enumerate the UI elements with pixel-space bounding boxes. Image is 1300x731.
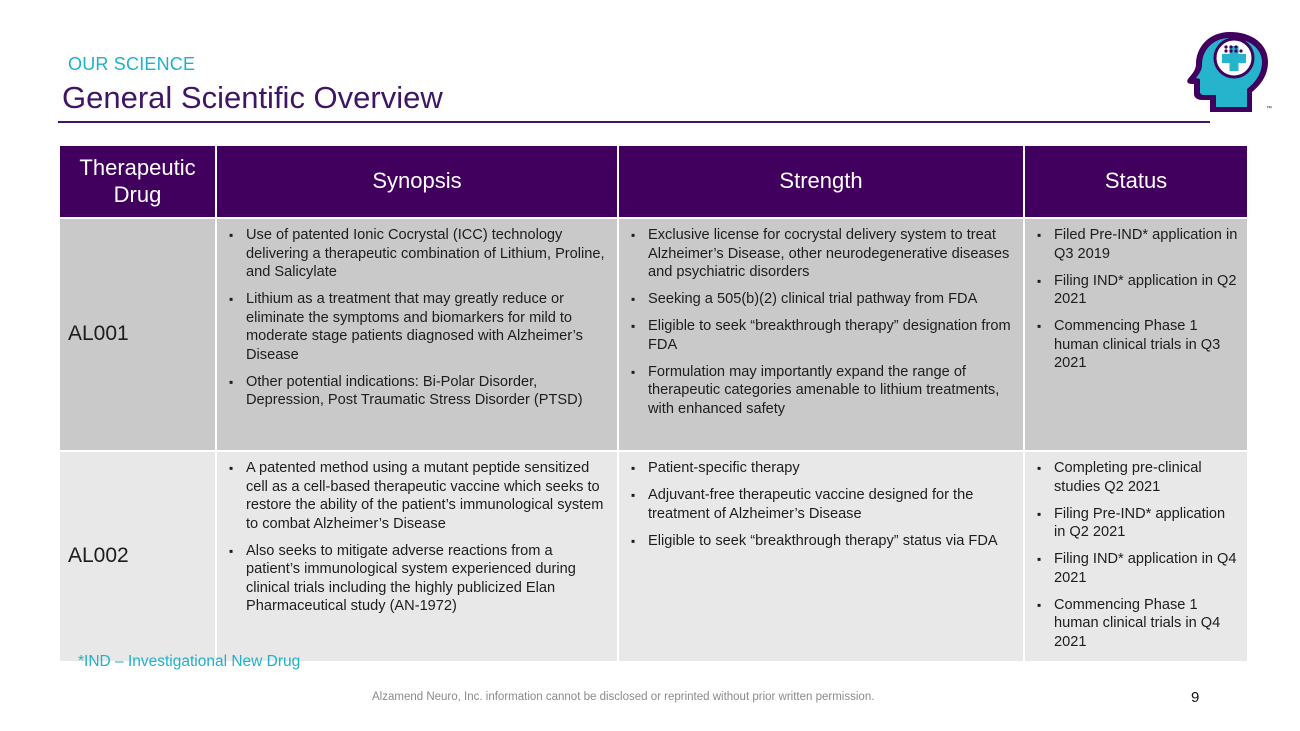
strength-bullet: ▪ Adjuvant-free therapeutic vaccine designed for the treatment of Alzheimer’s Disease: [648, 486, 1016, 523]
drug-name-cell: AL001: [59, 218, 216, 451]
strength-bullet: ▪ Patient-specific therapy: [648, 459, 1016, 478]
title-divider: [58, 121, 1210, 123]
column-header-strength: Strength: [618, 145, 1024, 218]
column-header-synopsis: Synopsis: [216, 145, 618, 218]
strength-bullet: ▪ Eligible to seek “breakthrough therapy” designation from FDA: [648, 317, 1016, 354]
page-title: General Scientific Overview: [62, 80, 443, 115]
status-bullet: ▪ Filing IND* application in Q4 2021: [1054, 550, 1240, 587]
status-cell: [1024, 451, 1248, 662]
synopsis-bullet: ▪ Other potential indications: Bi-Polar Disorder, Depression, Post Traumatic Stress Disorder (PTSD): [246, 373, 610, 410]
head-brain-icon: [1180, 18, 1276, 118]
table-row-al002: [59, 451, 1248, 662]
status-bullet: ▪ Filing IND* application in Q2 2021: [1054, 272, 1240, 309]
company-logo: [1180, 18, 1276, 118]
drug-name-cell: AL002: [59, 451, 216, 662]
column-header-status: Status: [1024, 145, 1248, 218]
synopsis-bullet: ▪ Use of patented Ionic Cocrystal (ICC) technology delivering a therapeutic combination of Lithium, Proline, and Salicylate: [246, 226, 610, 282]
status-cell: [1024, 218, 1248, 451]
strength-bullet: ▪ Eligible to seek “breakthrough therapy” status via FDA: [648, 532, 1016, 551]
synopsis-cell: [216, 451, 618, 662]
table-header-row: [59, 145, 1248, 218]
strength-bullet: ▪ Formulation may importantly expand the range of therapeutic categories amenable to lithium treatments, with enhanced safety: [648, 363, 1016, 419]
synopsis-cell: [216, 218, 618, 451]
status-bullet: ▪ Filed Pre-IND* application in Q3 2019: [1054, 226, 1240, 263]
page-number: 9: [1191, 689, 1200, 706]
section-eyebrow: OUR SCIENCE: [68, 54, 196, 74]
trademark-symbol: ™: [1266, 106, 1272, 112]
synopsis-bullet: ▪ A patented method using a mutant peptide sensitized cell as a cell-based therapeutic vaccine which seeks to restore the ability of the patient’s immunological system to combat Alzheimer’s Disease: [246, 459, 610, 533]
ind-footnote: *IND – Investigational New Drug: [78, 653, 301, 670]
status-bullet: ▪ Commencing Phase 1 human clinical trials in Q3 2021: [1054, 317, 1240, 373]
strength-bullet: ▪ Exclusive license for cocrystal delivery system to treat Alzheimer’s Disease, other neurodegenerative diseases and psychiatric disorders: [648, 226, 1016, 282]
column-header-drug: Therapeutic Drug: [59, 145, 216, 218]
status-bullet: ▪ Completing pre-clinical studies Q2 2021: [1054, 459, 1240, 496]
table-row-al001: [59, 218, 1248, 451]
synopsis-bullet: ▪ Also seeks to mitigate adverse reactions from a patient’s immunological system experienced during clinical trials including the highly publicized Elan Pharmaceutical study (AN-1972): [246, 542, 610, 616]
strength-cell: [618, 218, 1024, 451]
strength-bullet: ▪ Seeking a 505(b)(2) clinical trial pathway from FDA: [648, 290, 1016, 309]
status-bullet: ▪ Commencing Phase 1 human clinical trials in Q4 2021: [1054, 596, 1240, 652]
strength-cell: [618, 451, 1024, 662]
footer-disclaimer: Alzamend Neuro, Inc. information cannot be disclosed or reprinted without prior written permission.: [372, 691, 875, 703]
drug-overview-table: [58, 144, 1249, 663]
synopsis-bullet: ▪ Lithium as a treatment that may greatly reduce or eliminate the symptoms and biomarkers for mild to moderate stage patients diagnosed with Alzheimer’s Disease: [246, 290, 610, 364]
status-bullet: ▪ Filing Pre-IND* application in Q2 2021: [1054, 505, 1240, 542]
